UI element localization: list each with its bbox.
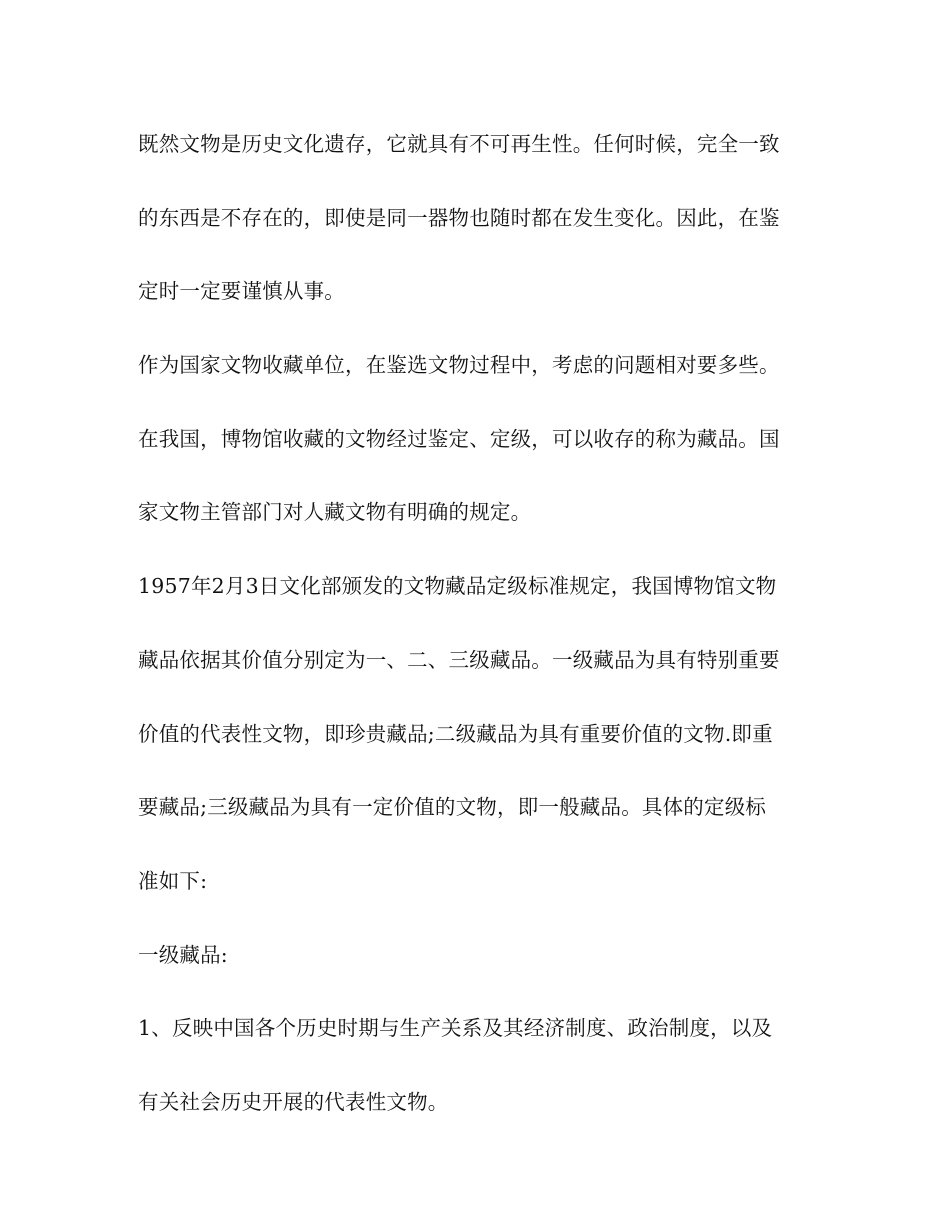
- text-line: 家文物主管部门对人藏文物有明确的规定。: [138, 500, 532, 525]
- text-line: 1957年2月3日文化部颁发的文物藏品定级标准规定，我国博物馆文物: [138, 574, 777, 599]
- text-line: 准如下:: [138, 868, 208, 893]
- text-line: 在我国，博物馆收藏的文物经过鉴定、定级，可以收存的称为藏品。国: [138, 426, 780, 451]
- text-line: 藏品依据其价值分别定为一、二、三级藏品。一级藏品为具有特别重要: [138, 647, 780, 672]
- text-line: 既然文物是历史文化遗存，它就具有不可再生性。任何时候，完全一致: [138, 132, 780, 156]
- text-line: 有关社会历史开展的代表性文物。: [138, 1089, 449, 1114]
- text-line: 1、反映中国各个历史时期与生产关系及其经济制度、政治制度，以及: [138, 1016, 773, 1041]
- text-line: 价值的代表性文物，即珍贵藏品;二级藏品为具有重要价值的文物.即重: [138, 721, 773, 746]
- text-line: 作为国家文物收藏单位，在鉴选文物过程中，考虑的问题相对要多些。: [138, 353, 780, 378]
- section-heading: 一级藏品:: [138, 942, 228, 967]
- text-line: 的东西是不存在的，即使是同一器物也随时都在发生变化。因此，在鉴: [138, 205, 780, 230]
- document-body: [138, 120, 818, 1152]
- text-line: 定时一定要谨慎从事。: [138, 279, 345, 304]
- text-line: 要藏品;三级藏品为具有一定价值的文物，即一般藏品。具体的定级标: [138, 795, 767, 820]
